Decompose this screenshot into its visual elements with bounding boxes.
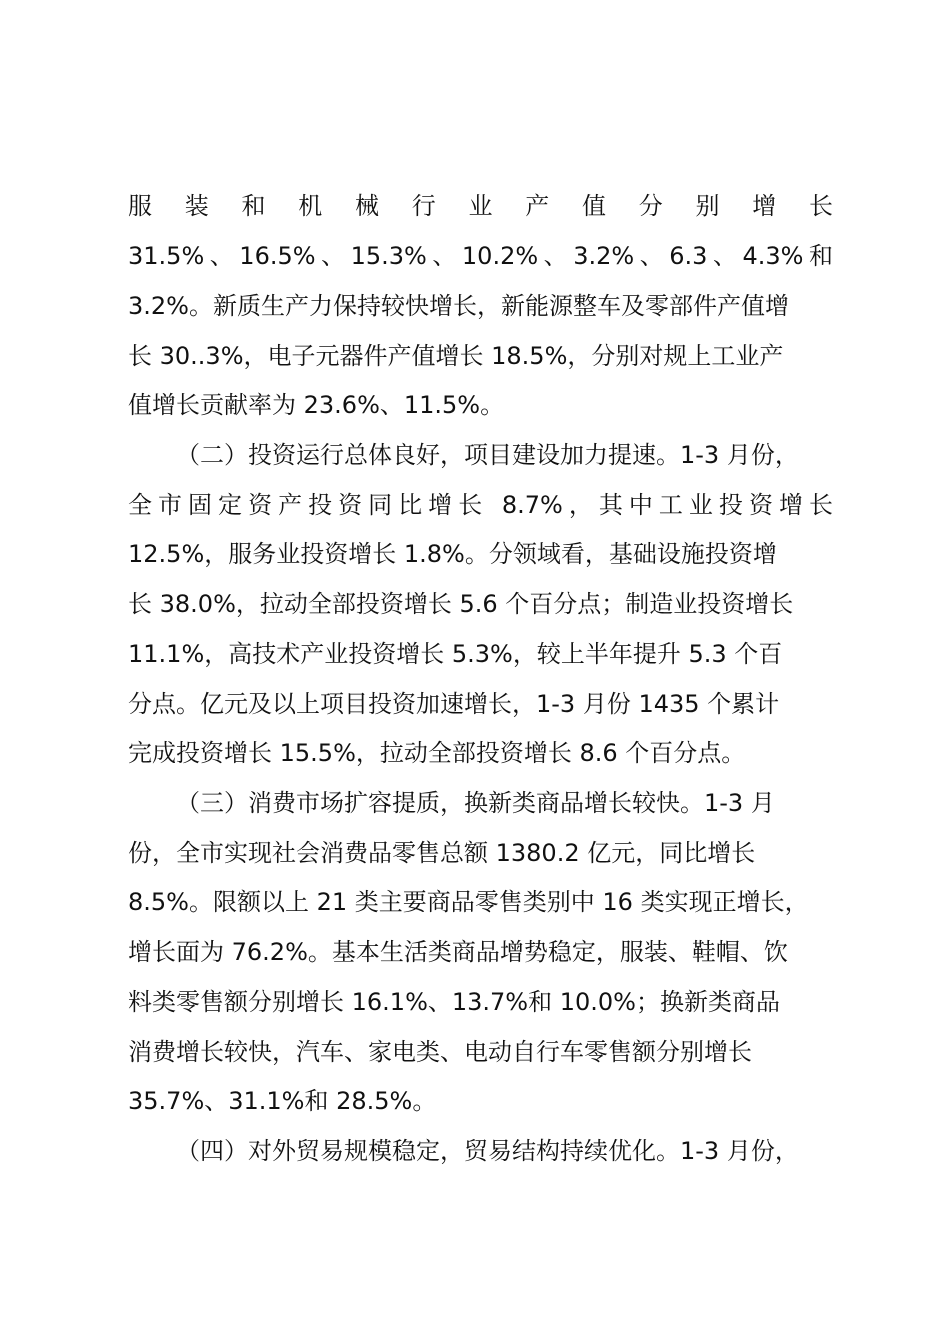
text-line: 服 装 和 机 械 行 业 产 值 分 别 增 长 bbox=[128, 192, 833, 220]
text-line: 8.5%。限额以上 21 类主要商品零售类别中 16 类实现正增长， bbox=[128, 888, 809, 916]
text-line: 全市固定资产投资同比增长 8.7%，其中工业投资增长 bbox=[128, 491, 833, 519]
text-line: 消费增长较快，汽车、家电类、电动自行车零售额分别增长 bbox=[128, 1038, 752, 1066]
text-line: 11.1%，高技术产业投资增长 5.3%，较上半年提升 5.3 个百 bbox=[128, 640, 783, 668]
text-line: 完成投资增长 15.5%，拉动全部投资增长 8.6 个百分点。 bbox=[128, 739, 746, 767]
text-line: 分点。亿元及以上项目投资加速增长，1-3 月份 1435 个累计 bbox=[128, 690, 780, 718]
paragraph-start-line: （四）对外贸易规模稳定，贸易结构持续优化。1-3 月份， bbox=[176, 1137, 799, 1165]
text-line: 份，全市实现社会消费品零售总额 1380.2 亿元，同比增长 bbox=[128, 839, 756, 867]
text-line: 12.5%，服务业投资增长 1.8%。分领域看，基础设施投资增 bbox=[128, 540, 777, 568]
text-line: 料类零售额分别增长 16.1%、13.7%和 10.0%；换新类商品 bbox=[128, 988, 780, 1016]
text-line: 长 30..3%，电子元器件产值增长 18.5%，分别对规上工业产 bbox=[128, 342, 784, 370]
text-line: 3.2%。新质生产力保持较快增长，新能源整车及零部件产值增 bbox=[128, 292, 789, 320]
text-line: 增长面为 76.2%。基本生活类商品增势稳定，服装、鞋帽、饮 bbox=[128, 938, 788, 966]
paragraph-start-line: （二）投资运行总体良好，项目建设加力提速。1-3 月份， bbox=[176, 441, 799, 469]
text-line: 长 38.0%，拉动全部投资增长 5.6 个百分点；制造业投资增长 bbox=[128, 590, 794, 618]
text-line: 值增长贡献率为 23.6%、11.5%。 bbox=[128, 391, 505, 419]
text-line: 31.5%、16.5%、15.3%、10.2%、3.2%、6.3、4.3%和 bbox=[128, 242, 833, 270]
paragraph-start-line: （三）消费市场扩容提质，换新类商品增长较快。1-3 月 bbox=[176, 789, 775, 817]
text-line: 35.7%、31.1%和 28.5%。 bbox=[128, 1087, 437, 1115]
